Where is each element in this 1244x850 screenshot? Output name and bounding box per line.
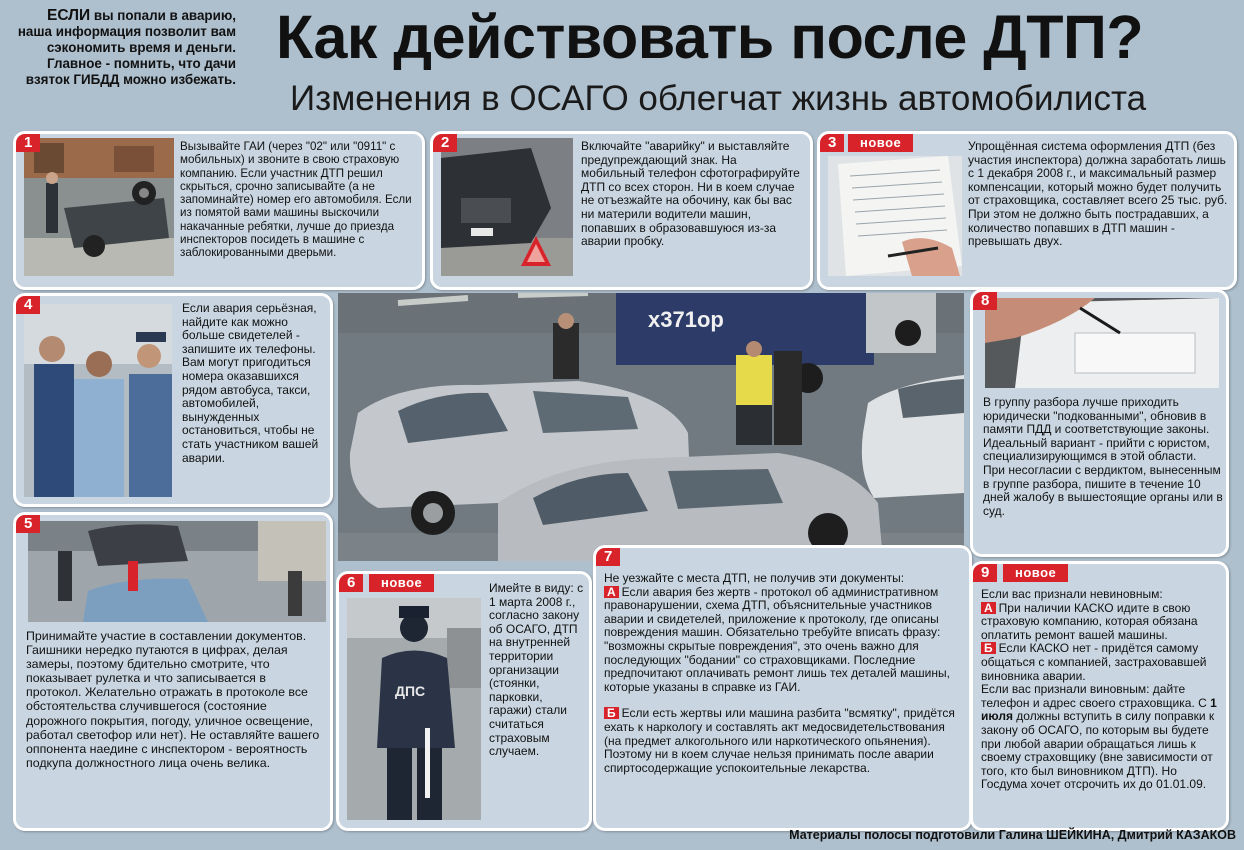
card-9-guilty-pre: Если вас признали виновным: дайте телефон и адрес своего страховщика. С — [981, 682, 1211, 710]
card-number: 1 — [16, 134, 40, 152]
card-9-intro: Если вас признали невиновным: — [981, 587, 1163, 601]
new-badge: новое — [848, 134, 913, 152]
intro-line1: вы попали в аварию, наша информация позволит вам сэкономить время и деньги. — [17, 8, 236, 55]
card-text: Упрощённая система оформления ДТП (без участия инспектора) должна заработать лишь с 1 декабря 2008 г., и максимальный размер компенсации, который можно будет получить от страховщика, составляет всего 25 тыс. руб. При этом не должно быть пострадавших, а количество попавших в ДТП машин - превышать двух. — [968, 139, 1228, 249]
marker-b: Б — [604, 707, 619, 719]
card-number: 2 — [433, 134, 457, 152]
new-badge: новое — [369, 574, 434, 592]
marker-a: А — [981, 602, 996, 614]
card-3 — [817, 131, 1237, 290]
card-9-point-b: Если КАСКО нет - придётся самому общаться с компанией, застраховавшей виновника аварии. — [981, 641, 1207, 683]
card-text: Принимайте участие в составлении документов. Гаишники нередко путаются в цифрах, делая замеры, поэтому бдительно смотрите, что показывает рулетка и что записывается в протокол. Желательно отражать в протоколе все обстоятельства случившегося (состояние дорожного покрытия, погоду, уличное освещение, работал светофор или нет). Не оставляйте вашего оппонента наедине с инспектором - вероятность подкупа должностного лица очень велика. — [26, 629, 320, 770]
card-number: 7 — [596, 548, 620, 566]
card-8-para1: В группу разбора лучше приходить юридически "подкованными", обновив в памяти ПДД и соответствующие законы. — [983, 395, 1210, 437]
intro-lead: ЕСЛИ — [46, 7, 91, 24]
card-number: 9 — [973, 564, 997, 582]
photo-warning-triangle — [441, 138, 573, 276]
intro-line2: Главное - помнить, что дачи взяток ГИБДД можно избежать. — [25, 56, 236, 87]
page-title: Как действовать после ДТП? — [276, 3, 1144, 71]
card-8-content — [983, 396, 1223, 518]
card-text: Имейте в виду: с 1 марта 2008 г., согласно закону об ОСАГО, ДТП на внутренней территории организации (стоянки, парковки, гаражи) стали считаться страховым случаем. — [489, 581, 584, 759]
intro-text — [14, 8, 236, 88]
card-5 — [13, 512, 333, 831]
credits: Материалы полосы подготовили Галина ШЕЙКИНА, Дмитрий КАЗАКОВ — [789, 828, 1236, 842]
card-number: 8 — [973, 292, 997, 310]
card-7-intro: Не уезжайте с места ДТП, не получив эти документы: — [604, 571, 905, 585]
photo-signing-document — [985, 298, 1219, 388]
dps-label: ДПС — [395, 683, 426, 699]
marker-a: А — [604, 586, 619, 598]
new-badge: новое — [1003, 564, 1068, 582]
photo-street-scene — [28, 521, 326, 622]
card-text: Если авария серьёзная, найдите как можно больше свидетелей - запишите их телефоны. Вам могут пригодиться номера оказавшихся рядом автобуса, такси, автомобилей, вынужденных остановиться, чтобы не стать участником вашей аварии. — [182, 301, 319, 465]
card-7 — [593, 545, 972, 831]
card-7-point-b: Если есть жертвы или машина разбита "всмятку", придётся ехать к наркологу и составлять акт медосвидетельствования (на предмет алкогольного или наркотического опьянения). Поэтому ни в коем случае нельзя принимать после аварии спиртосодержащие успокоительные лекарства. — [604, 706, 955, 775]
photo-traffic-officer — [347, 598, 481, 820]
card-number: 6 — [339, 574, 363, 592]
page-subtitle: Изменения в ОСАГО облегчат жизнь автомобилиста — [290, 79, 1147, 118]
marker-b: Б — [981, 642, 996, 654]
photo-form-filling — [828, 156, 962, 276]
card-number: 3 — [820, 134, 844, 152]
card-number: 4 — [16, 296, 40, 314]
card-number: 5 — [16, 515, 40, 533]
card-7-content — [604, 572, 964, 775]
photo-overturned-car — [24, 138, 174, 276]
card-8-para3: При несогласии с вердиктом, вынесенным в группе разбора, пишите в течение 10 дней жалобу в вышестоящие органы или в суд. — [983, 462, 1223, 518]
card-8 — [970, 289, 1229, 557]
card-9-content — [981, 588, 1221, 792]
card-8-para2: Идеальный вариант - прийти с юристом, специализирующимся в этой области. — [983, 435, 1210, 464]
card-2 — [430, 131, 813, 290]
card-text: Включайте "аварийку" и выставляйте предупреждающий знак. На мобильный телефон сфотографируйте ДТП со всех сторон. Ни в коем случае не отъезжайте на обочину, как бы вас ни материли водители машин, попавших в образовавшуюся из-за аварии пробку. — [581, 139, 800, 249]
card-7-point-a: Если авария без жертв - протокол об административном правонарушении, схема ДТП, объяснительные участников аварии и свидетелей, приложение к протоколу, где описаны повреждения машин. Обязательно требуйте вписать фразу: "возможны скрытые повреждения", это очень важно для последующих "бодании" со страховщиками. Последние предпочитают оплачивать ремонт лишь тех деталей машины, которые указаны в справке из ГАИ. — [604, 584, 950, 694]
card-4 — [13, 293, 333, 507]
card-1 — [13, 131, 425, 290]
card-9-guilty-date: 1 июля — [981, 695, 1217, 724]
card-9-point-a: При наличии КАСКО идите в свою страховую компанию, которая обязана оплатить ремонт вашей машины. — [981, 600, 1198, 642]
card-6 — [336, 571, 592, 831]
card-9 — [970, 561, 1229, 831]
photo-witnesses — [24, 304, 172, 497]
main-accident-photo — [338, 293, 964, 561]
card-9-guilty-post: должны вступить в силу поправки к закону об ОСАГО, по которым вы будете при любой аварии обращаться лишь к своему страховщику (вне зависимости от того, кто был виновником ДТП). Но Госдума хочет отсрочить их до 01.01.09. — [981, 709, 1215, 792]
truck-plate: х371ор — [648, 307, 724, 332]
card-text: Вызывайте ГАИ (через "02" или "0911" с мобильных) и звоните в свою страховую компанию. Если участник ДТП решил скрыться, срочно записывайте (а не запоминайте) номер его автомобиля. Если из помятой вами машины выскочили накачанные ребятки, лучше до приезда инспекторов посидеть в машине с заблокированными дверьми. — [180, 140, 412, 260]
